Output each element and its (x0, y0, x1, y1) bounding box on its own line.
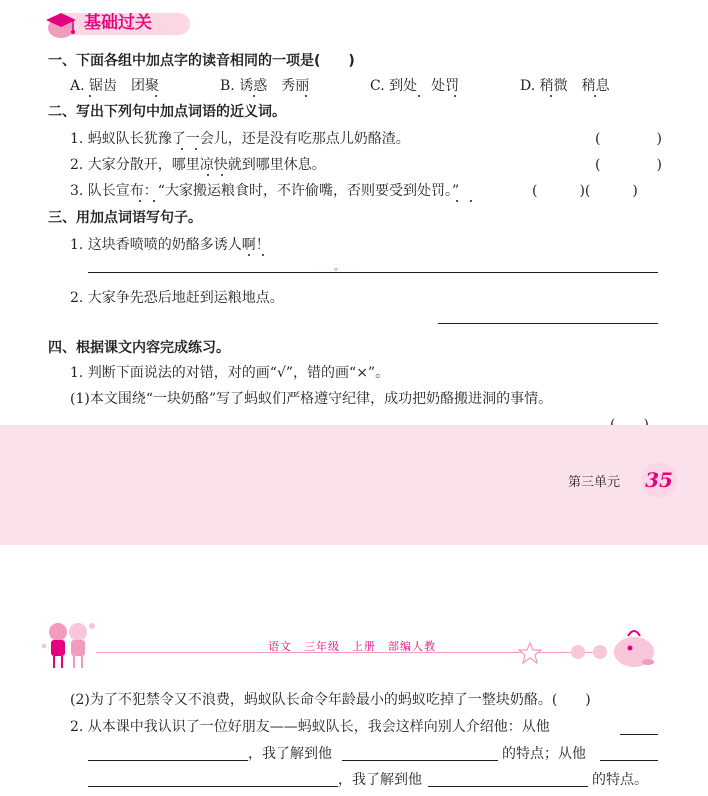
emphasis-dot (139, 200, 141, 202)
q3-item-1: 1. 这块香喷喷的奶酪多诱人啊！ (70, 237, 270, 253)
section-title: 基础过关 (84, 13, 152, 33)
emphasis-dot (594, 95, 596, 97)
kids-illustration-icon (40, 618, 100, 670)
page-number: 35 (641, 462, 677, 498)
q2-item-3: 3. 队长宣布：“大家搬运粮食时，不许偷嘴，否则要受到处罚。” (70, 183, 460, 199)
emphasis-dot (221, 174, 223, 176)
q4-sub-2-text-3: ，我了解到他 (338, 772, 422, 788)
q1-option-d: D. 稍微 稍息 (520, 78, 610, 94)
q1-option-a: A. 锯齿 团聚 (70, 78, 160, 94)
emphasis-dot (195, 148, 197, 150)
emphasis-dot (550, 95, 552, 97)
textbook-info: 语文 三年级 上册 部编人教 (268, 640, 436, 653)
bird-illustration-icon (608, 624, 658, 670)
q4-sub-1: 1. 判断下面说法的对错，对的画“√”，错的画“×”。 (70, 365, 390, 381)
q2-answer-1: ( ) (595, 131, 662, 147)
q4-heading: 四、根据课文内容完成练习。 (48, 340, 230, 356)
star-icon (518, 642, 542, 664)
q3-heading: 三、用加点词语写句子。 (48, 210, 202, 226)
answer-line[interactable] (88, 786, 338, 787)
emphasis-dot (89, 95, 91, 97)
line-mark: 。 (334, 262, 344, 273)
q1-option-b: B. 诱惑 秀丽 (220, 78, 310, 94)
q4-sub-2-text-1: ，我了解到他 (248, 746, 332, 762)
q2-item-2: 2. 大家分散开，哪里凉快就到哪里休息。 (70, 157, 326, 173)
emphasis-dot (155, 95, 157, 97)
q4-sub-2: 2. 从本课中我认识了一位好朋友——蚂蚁队长，我会这样向别人介绍他：从他 (70, 719, 550, 735)
emphasis-dot (207, 174, 209, 176)
answer-line[interactable] (600, 760, 658, 761)
emphasis-dot (418, 95, 420, 97)
answer-line[interactable] (620, 734, 658, 735)
emphasis-dot (253, 95, 255, 97)
q2-answer-3: ( )( ) (532, 183, 638, 199)
emphasis-dot (470, 200, 472, 202)
q1-heading: 一、下面各组中加点字的读音相同的一项是( ) (48, 53, 355, 69)
emphasis-dot (305, 95, 307, 97)
emphasis-dot (181, 148, 183, 150)
q1-option-c: C. 到处 处罚 (370, 78, 460, 94)
emphasis-dot (262, 254, 264, 256)
q2-answer-2: ( ) (595, 157, 662, 173)
q4-item-2: (2)为了不犯禁令又不浪费，蚂蚁队长命令年龄最小的蚂蚁吃掉了一整块奶酪。( ) (70, 692, 591, 708)
emphasis-dot (153, 200, 155, 202)
q4-sub-2-text-2: 的特点；从他 (502, 746, 586, 762)
answer-line[interactable] (428, 786, 588, 787)
emphasis-dot (456, 200, 458, 202)
q2-item-1: 1. 蚂蚁队长犹豫了一会儿，还是没有吃那点儿奶酪渣。 (70, 131, 410, 147)
graduation-cap-icon (44, 8, 78, 40)
q2-heading: 二、写出下列句中加点词语的近义词。 (48, 104, 286, 120)
unit-label: 第三单元 (568, 475, 621, 490)
answer-line[interactable] (88, 760, 248, 761)
answer-line[interactable] (88, 272, 658, 273)
answer-line[interactable] (438, 323, 658, 324)
q4-item-1: (1)本文围绕“一块奶酪”写了蚂蚁们严格遵守纪律，成功把奶酪搬进洞的事情。 (70, 391, 553, 407)
emphasis-dot (454, 95, 456, 97)
q4-sub-2-text-4: 的特点。 (592, 772, 648, 788)
q3-item-2: 2. 大家争先恐后地赶到运粮地点。 (70, 290, 284, 306)
answer-line[interactable] (342, 760, 498, 761)
dots-decoration-icon (568, 642, 612, 662)
emphasis-dot (248, 254, 250, 256)
